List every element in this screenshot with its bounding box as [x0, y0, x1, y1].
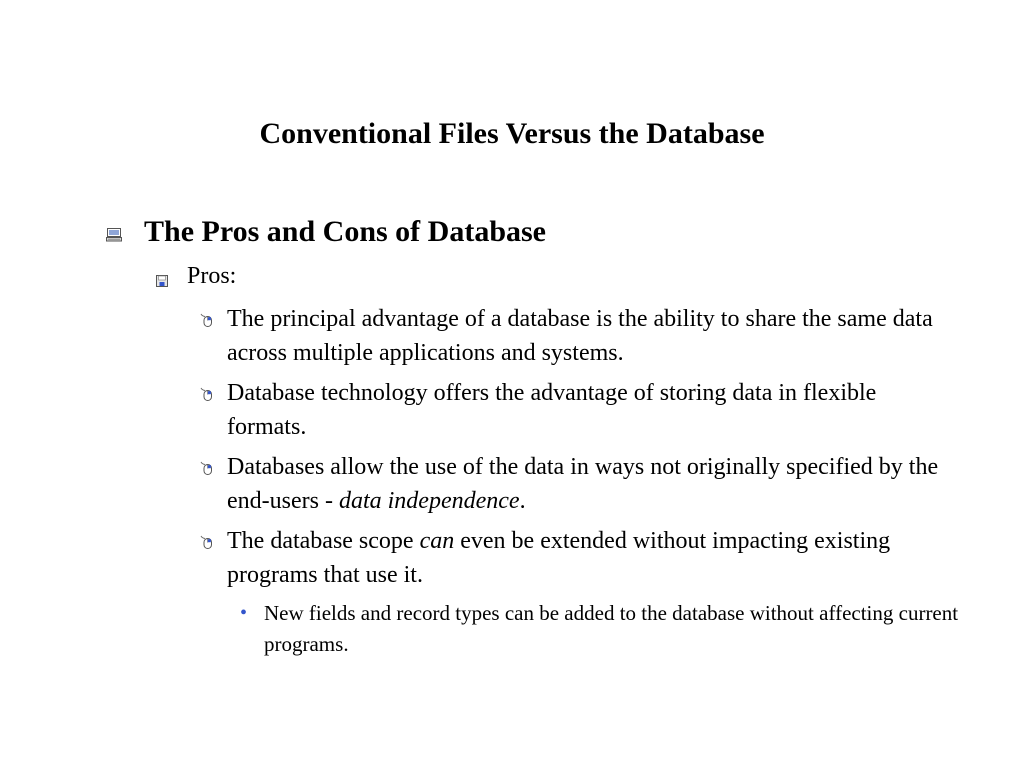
- heading-item: [106, 212, 986, 252]
- point-text-before: The database scope: [227, 528, 420, 554]
- mouse-icon: [200, 302, 227, 332]
- subpoint-text: New fields and record types can be added to the database without affecting current programs.: [264, 601, 959, 656]
- point-text: [227, 524, 960, 592]
- subheading-item: [156, 260, 976, 292]
- point-text: The principal advantage of a database is the ability to share the same data across multiple applications and systems.: [227, 306, 933, 366]
- point-text-after: .: [519, 488, 526, 514]
- slide-title: Conventional Files Versus the Database: [259, 117, 765, 150]
- mouse-icon: [200, 376, 227, 406]
- list-item: [200, 524, 960, 592]
- subheading-text: Pros:: [187, 263, 237, 289]
- bullet-dot: •: [240, 602, 248, 624]
- point-text: Database technology offers the advantage of storing data in flexible formats.: [227, 380, 877, 440]
- point-text-italic: data independence: [338, 488, 520, 514]
- points-list: [200, 302, 960, 660]
- list-item: [200, 302, 960, 370]
- sub-list-item: [240, 598, 960, 660]
- point-text: [227, 450, 960, 518]
- floppy-disk-icon: [156, 260, 187, 292]
- mouse-icon: [200, 524, 227, 554]
- list-item: [200, 450, 960, 518]
- point-text-after: even be extended without impacting existing programs that use it.: [227, 528, 891, 588]
- computer-icon: [106, 212, 144, 247]
- point-text-italic: can: [419, 528, 455, 554]
- list-item: [200, 376, 960, 444]
- heading-text: The Pros and Cons of Database: [144, 215, 546, 248]
- point-text-before: Databases allow the use of the data in ways not originally specified by the end-users -: [227, 454, 939, 514]
- mouse-icon: [200, 450, 227, 480]
